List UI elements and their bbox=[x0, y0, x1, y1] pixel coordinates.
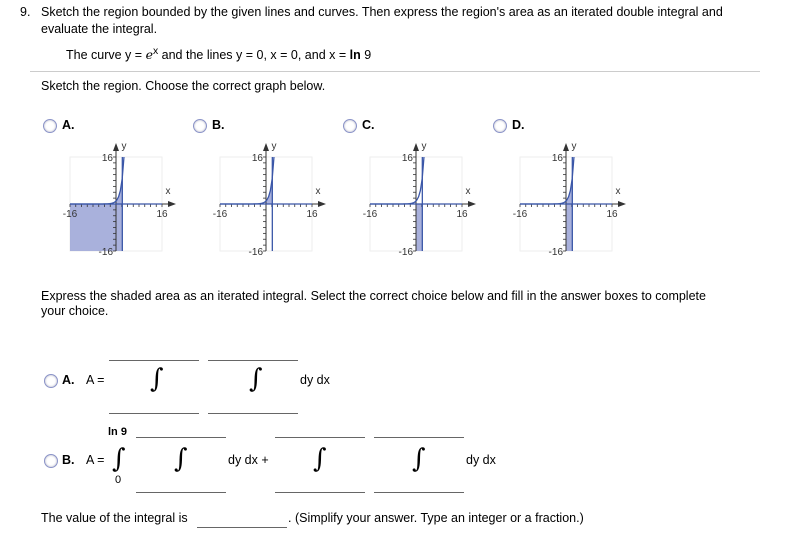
answer-b-lower-3-input[interactable] bbox=[374, 492, 464, 493]
integral-value-input[interactable] bbox=[197, 527, 287, 528]
x-axis-arrow-icon bbox=[468, 201, 476, 207]
integral-sign: ∫ bbox=[112, 444, 126, 474]
x-axis-label: x bbox=[165, 186, 171, 197]
answer-a-label: A. bbox=[62, 373, 75, 387]
curve-prefix: The curve y = bbox=[66, 48, 143, 63]
answer-b-suffix: dy dx bbox=[466, 453, 496, 467]
tick-label-top: 16 bbox=[551, 153, 563, 164]
express-prompt-1: Express the shaded area as an iterated integral. Select the correct choice below and fill in the answer boxes to complete bbox=[41, 289, 706, 303]
answer-b-upper-2-input[interactable] bbox=[275, 437, 365, 438]
answer-b-upper-3-input[interactable] bbox=[374, 437, 464, 438]
final-suffix: . (Simplify your answer. Type an integer or a fraction.) bbox=[288, 511, 584, 525]
tick-label-left: -16 bbox=[512, 209, 528, 220]
answer-b-radio[interactable] bbox=[44, 454, 58, 468]
tick-label-left: -16 bbox=[62, 209, 78, 220]
tick-label-bottom: -16 bbox=[248, 247, 263, 258]
question-text-1: Sketch the region bounded by the given lines and curves. Then express the region's area as an iterated double integral and bbox=[41, 5, 723, 19]
integral-sign: ∫ bbox=[313, 444, 327, 474]
integral-sign: ∫ bbox=[412, 444, 426, 474]
answer-b-upper-1-input[interactable] bbox=[136, 437, 226, 438]
curve-base: e bbox=[145, 47, 153, 63]
tick-label-top: 16 bbox=[401, 153, 413, 164]
curve-statement bbox=[66, 46, 371, 62]
curve-suffix: and the lines y = 0, x = 0, and x = bbox=[161, 48, 347, 63]
answer-a-prefix: A = bbox=[86, 373, 105, 387]
question-number: 9. bbox=[20, 5, 31, 19]
answer-b-label: B. bbox=[62, 453, 75, 467]
x-axis-label: x bbox=[615, 186, 621, 197]
sketch-prompt: Sketch the region. Choose the correct graph below. bbox=[41, 79, 326, 93]
y-axis-arrow-icon bbox=[563, 143, 569, 151]
express-prompt-2: your choice. bbox=[41, 304, 109, 318]
shaded-region bbox=[416, 204, 422, 251]
curve-ln: ln bbox=[349, 48, 361, 63]
shaded-region bbox=[70, 178, 122, 251]
answer-b-middle: dy dx + bbox=[228, 453, 269, 467]
graph-d bbox=[506, 140, 636, 270]
y-axis-label: y bbox=[571, 141, 577, 152]
x-axis-label: x bbox=[465, 186, 471, 197]
curve-nine: 9 bbox=[364, 48, 372, 63]
answer-a-lower-1-input[interactable] bbox=[109, 413, 199, 414]
answer-b-lower-2-input[interactable] bbox=[275, 492, 365, 493]
graph-option-a-radio[interactable] bbox=[43, 119, 57, 133]
x-axis-arrow-icon bbox=[618, 201, 626, 207]
graph-b bbox=[206, 140, 336, 270]
x-axis-label: x bbox=[315, 186, 321, 197]
answer-a-upper-1-input[interactable] bbox=[109, 360, 199, 361]
graph-option-d-radio[interactable] bbox=[493, 119, 507, 133]
answer-a-radio[interactable] bbox=[44, 374, 58, 388]
curve-exp: x bbox=[152, 46, 159, 57]
answer-b-lower-limit: 0 bbox=[115, 474, 122, 486]
graph-c bbox=[356, 140, 486, 270]
tick-label-left: -16 bbox=[362, 209, 378, 220]
integral-sign: ∫ bbox=[174, 444, 188, 474]
y-axis-arrow-icon bbox=[113, 143, 119, 151]
tick-label-right: 16 bbox=[456, 209, 468, 220]
y-axis-label: y bbox=[421, 141, 427, 152]
graph-option-c-radio[interactable] bbox=[343, 119, 357, 133]
x-axis-arrow-icon bbox=[168, 201, 176, 207]
tick-label-right: 16 bbox=[306, 209, 318, 220]
answer-a-lower-2-input[interactable] bbox=[208, 413, 298, 414]
tick-label-right: 16 bbox=[606, 209, 618, 220]
graph-option-b-radio[interactable] bbox=[193, 119, 207, 133]
answer-a-upper-2-input[interactable] bbox=[208, 360, 298, 361]
question-text-2: evaluate the integral. bbox=[41, 22, 158, 36]
tick-label-bottom: -16 bbox=[398, 247, 413, 258]
tick-label-right: 16 bbox=[156, 209, 168, 220]
integral-sign: ∫ bbox=[150, 364, 164, 394]
tick-label-bottom: -16 bbox=[98, 247, 113, 258]
graph-a bbox=[56, 140, 186, 270]
answer-b-upper-limit bbox=[108, 426, 127, 438]
tick-label-top: 16 bbox=[251, 153, 263, 164]
graph-option-label: D. bbox=[512, 118, 525, 132]
y-axis-label: y bbox=[271, 141, 277, 152]
x-axis-arrow-icon bbox=[318, 201, 326, 207]
final-prefix: The value of the integral is bbox=[41, 511, 188, 525]
graph-option-label: A. bbox=[62, 118, 75, 132]
answer-b-lower-1-input[interactable] bbox=[136, 492, 226, 493]
answer-b-prefix: A = bbox=[86, 453, 105, 467]
integral-sign: ∫ bbox=[249, 364, 263, 394]
graph-option-label: C. bbox=[362, 118, 375, 132]
answer-a-suffix: dy dx bbox=[300, 373, 330, 387]
upper-limit-text: ln 9 bbox=[108, 426, 127, 438]
tick-label-left: -16 bbox=[212, 209, 228, 220]
tick-label-bottom: -16 bbox=[548, 247, 563, 258]
y-axis-arrow-icon bbox=[263, 143, 269, 151]
y-axis-arrow-icon bbox=[413, 143, 419, 151]
divider bbox=[30, 71, 760, 72]
shaded-region bbox=[566, 178, 572, 251]
tick-label-top: 16 bbox=[101, 153, 113, 164]
graph-option-label: B. bbox=[212, 118, 225, 132]
y-axis-label: y bbox=[121, 141, 127, 152]
